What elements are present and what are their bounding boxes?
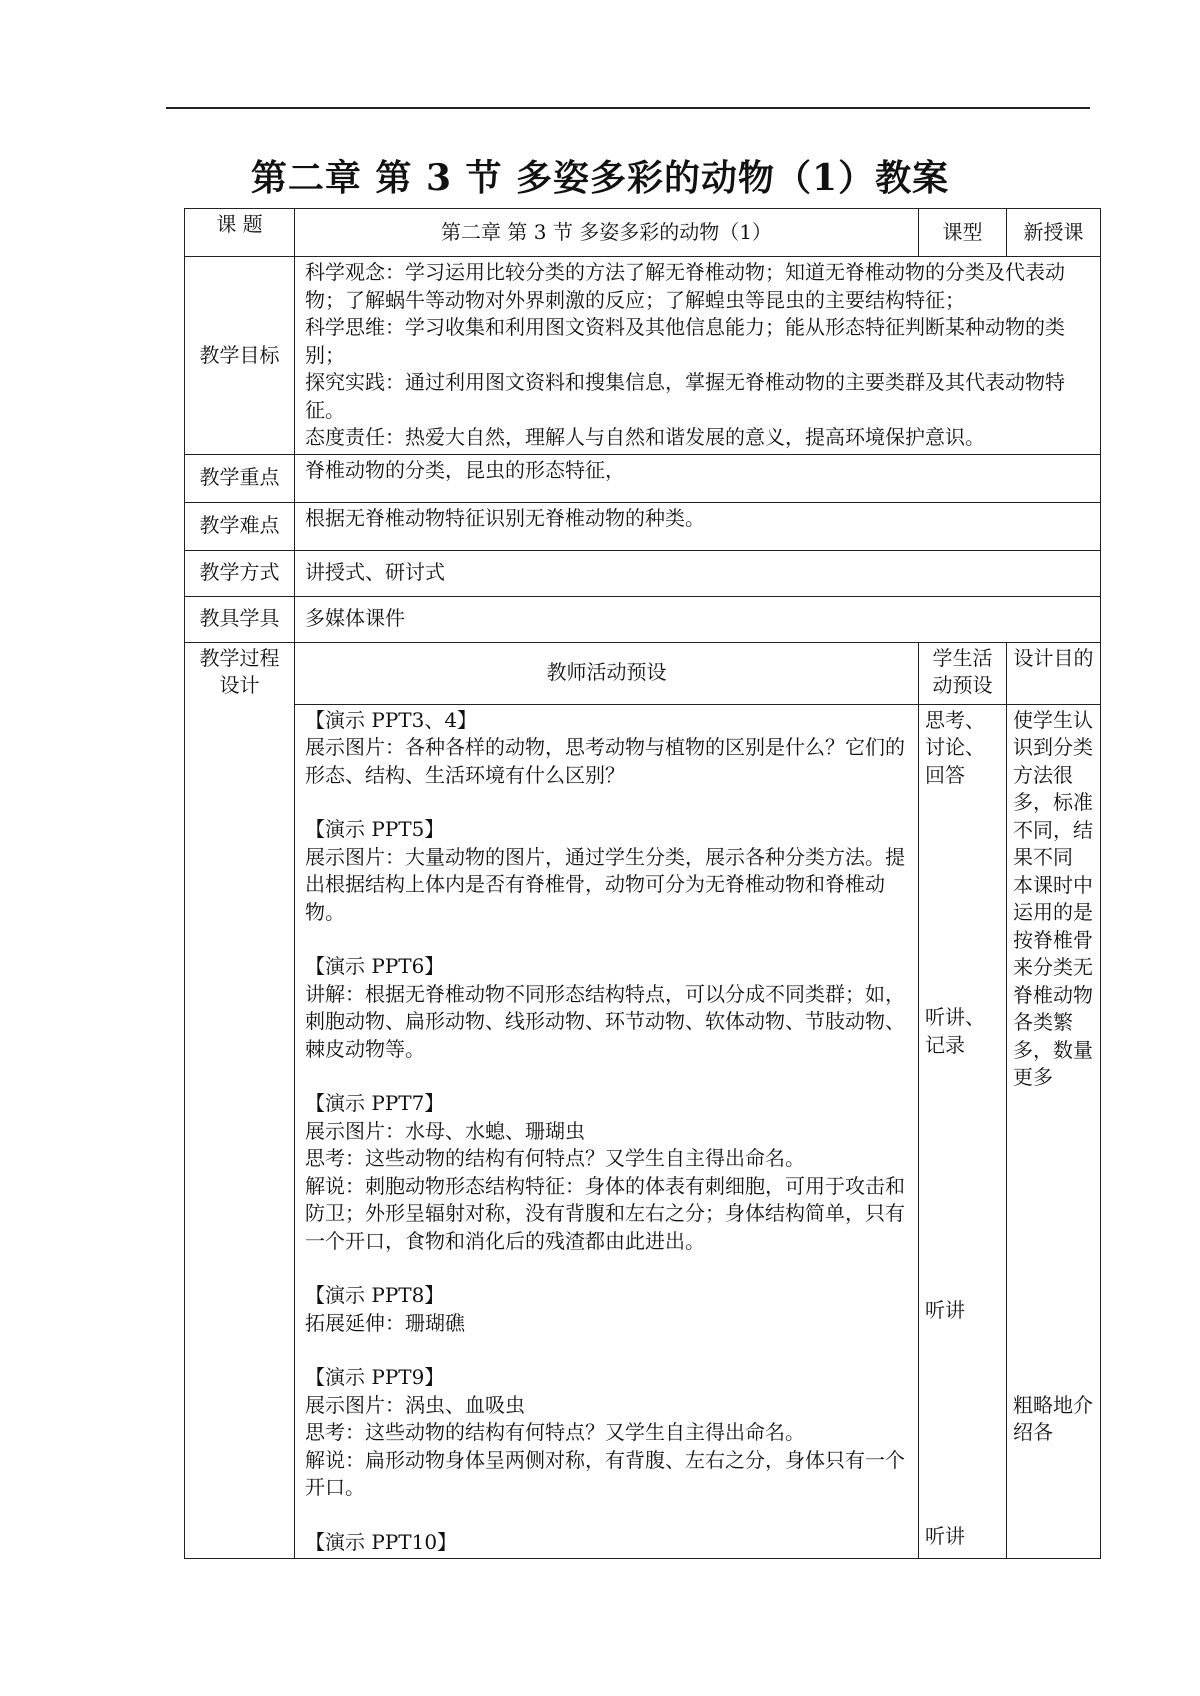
row-goals: [185, 257, 1101, 455]
teacher-line: 展示图片：水母、水螅、珊瑚虫: [305, 1118, 585, 1143]
goal-line: 探究实践：通过利用图文资料和搜集信息，掌握无脊椎动物的主要类群及其代表动物特征。: [305, 370, 1065, 422]
teacher-line: 【演示 PPT8】: [305, 1283, 445, 1307]
teacher-line: 展示图片：大量动物的图片，通过学生分类，展示各种分类方法。提出根据结构上体内是否有脊椎骨，动物可分为无脊椎动物和脊椎动物。: [305, 844, 905, 924]
student-note: 听讲: [925, 1298, 965, 1322]
teacher-line: 拓展延伸：珊瑚礁: [305, 1310, 465, 1335]
student-activities: [919, 704, 1007, 1559]
topic-label: 课 题: [185, 209, 295, 257]
type-label: 课型: [919, 209, 1007, 257]
row-topic: [185, 209, 1101, 257]
purpose-col-header: 设计目的: [1007, 642, 1101, 704]
row-key-points: [185, 454, 1101, 502]
tools-label: 教具学具: [185, 596, 295, 642]
method-value: 讲授式、研讨式: [295, 550, 1101, 596]
goal-line: 态度责任：热爱大自然，理解人与自然和谐发展的意义，提高环境保护意识。: [305, 425, 985, 449]
teacher-line: 解说：扁形动物身体呈两侧对称，有背腹、左右之分，身体只有一个开口。: [305, 1447, 905, 1499]
student-note: 听讲: [925, 1523, 965, 1548]
student-col-header: 学生活动预设: [919, 642, 1007, 704]
lesson-plan-table: [184, 208, 1101, 1559]
header-rule: [166, 107, 1090, 109]
student-note: 思考、讨论、回答: [925, 707, 985, 787]
type-value: 新授课: [1007, 209, 1101, 257]
teacher-line: 展示图片：涡虫、血吸虫: [305, 1392, 525, 1417]
student-note: 听讲、记录: [925, 1005, 985, 1057]
teacher-line: 展示图片：各种各样的动物，思考动物与植物的区别是什么？它们的形态、结构、生活环境有什么区别？: [305, 735, 905, 787]
goals-content: [295, 257, 1101, 455]
row-process-header: [185, 642, 1101, 704]
teacher-line: 讲解：根据无脊椎动物不同形态结构特点，可以分成不同类群；如，刺胞动物、扁形动物、线形动物、环节动物、软体动物、节肢动物、棘皮动物等。: [305, 981, 905, 1061]
row-tools: [185, 596, 1101, 642]
row-process-body: [185, 704, 1101, 1559]
method-label: 教学方式: [185, 550, 295, 596]
teacher-line: 【演示 PPT7】: [305, 1091, 445, 1115]
teacher-line: 思考：这些动物的结构有何特点？又学生自主得出命名。: [305, 1146, 805, 1170]
teacher-line: 【演示 PPT3、4】: [305, 707, 478, 732]
teacher-line: 思考：这些动物的结构有何特点？又学生自主得出命名。: [305, 1420, 805, 1444]
purpose-note: 使学生认识到分类方法很多，标准不同，结果不同: [1013, 707, 1093, 869]
row-method: [185, 550, 1101, 596]
teacher-line: 【演示 PPT10】: [305, 1529, 458, 1554]
teacher-line: 【演示 PPT9】: [305, 1365, 445, 1389]
design-purpose: [1007, 704, 1101, 1559]
goals-label: 教学目标: [185, 257, 295, 455]
difficult-label: 教学难点: [185, 502, 295, 550]
teacher-line: 【演示 PPT6】: [305, 954, 445, 978]
teacher-activities: [295, 704, 919, 1559]
purpose-note: 本课时中运用的是按脊椎骨来分类无脊椎动物各类繁多，数量更多: [1013, 872, 1093, 1089]
teacher-line: 解说：刺胞动物形态结构特征：身体的体表有刺细胞，可用于攻击和防卫；外形呈辐射对称，没有背腹和左右之分；身体结构简单，只有一个开口，食物和消化后的残渣都由此进出。: [305, 1173, 905, 1253]
page-title: 第二章 第 3 节 多姿多彩的动物（1）教案: [250, 157, 950, 199]
teacher-line: 【演示 PPT5】: [305, 817, 445, 841]
topic-value: 第二章 第 3 节 多姿多彩的动物（1）: [295, 209, 919, 257]
tools-value: 多媒体课件: [295, 596, 1101, 642]
key-label: 教学重点: [185, 454, 295, 502]
row-difficult-points: [185, 502, 1101, 550]
goal-line: 科学观念：学习运用比较分类的方法了解无脊椎动物；知道无脊椎动物的分类及代表动物；了解蜗牛等动物对外界刺激的反应；了解蝗虫等昆虫的主要结构特征；: [305, 260, 1065, 312]
teacher-col-header: 教师活动预设: [295, 642, 919, 704]
purpose-note: 粗略地介绍各: [1013, 1392, 1093, 1444]
difficult-value: 根据无脊椎动物特征识别无脊椎动物的种类。: [295, 502, 1101, 550]
key-value: 脊椎动物的分类，昆虫的形态特征，: [295, 454, 1101, 502]
process-label: 教学过程设计: [185, 642, 295, 1559]
goal-line: 科学思维：学习收集和利用图文资料及其他信息能力；能从形态特征判断某种动物的类别；: [305, 315, 1065, 367]
